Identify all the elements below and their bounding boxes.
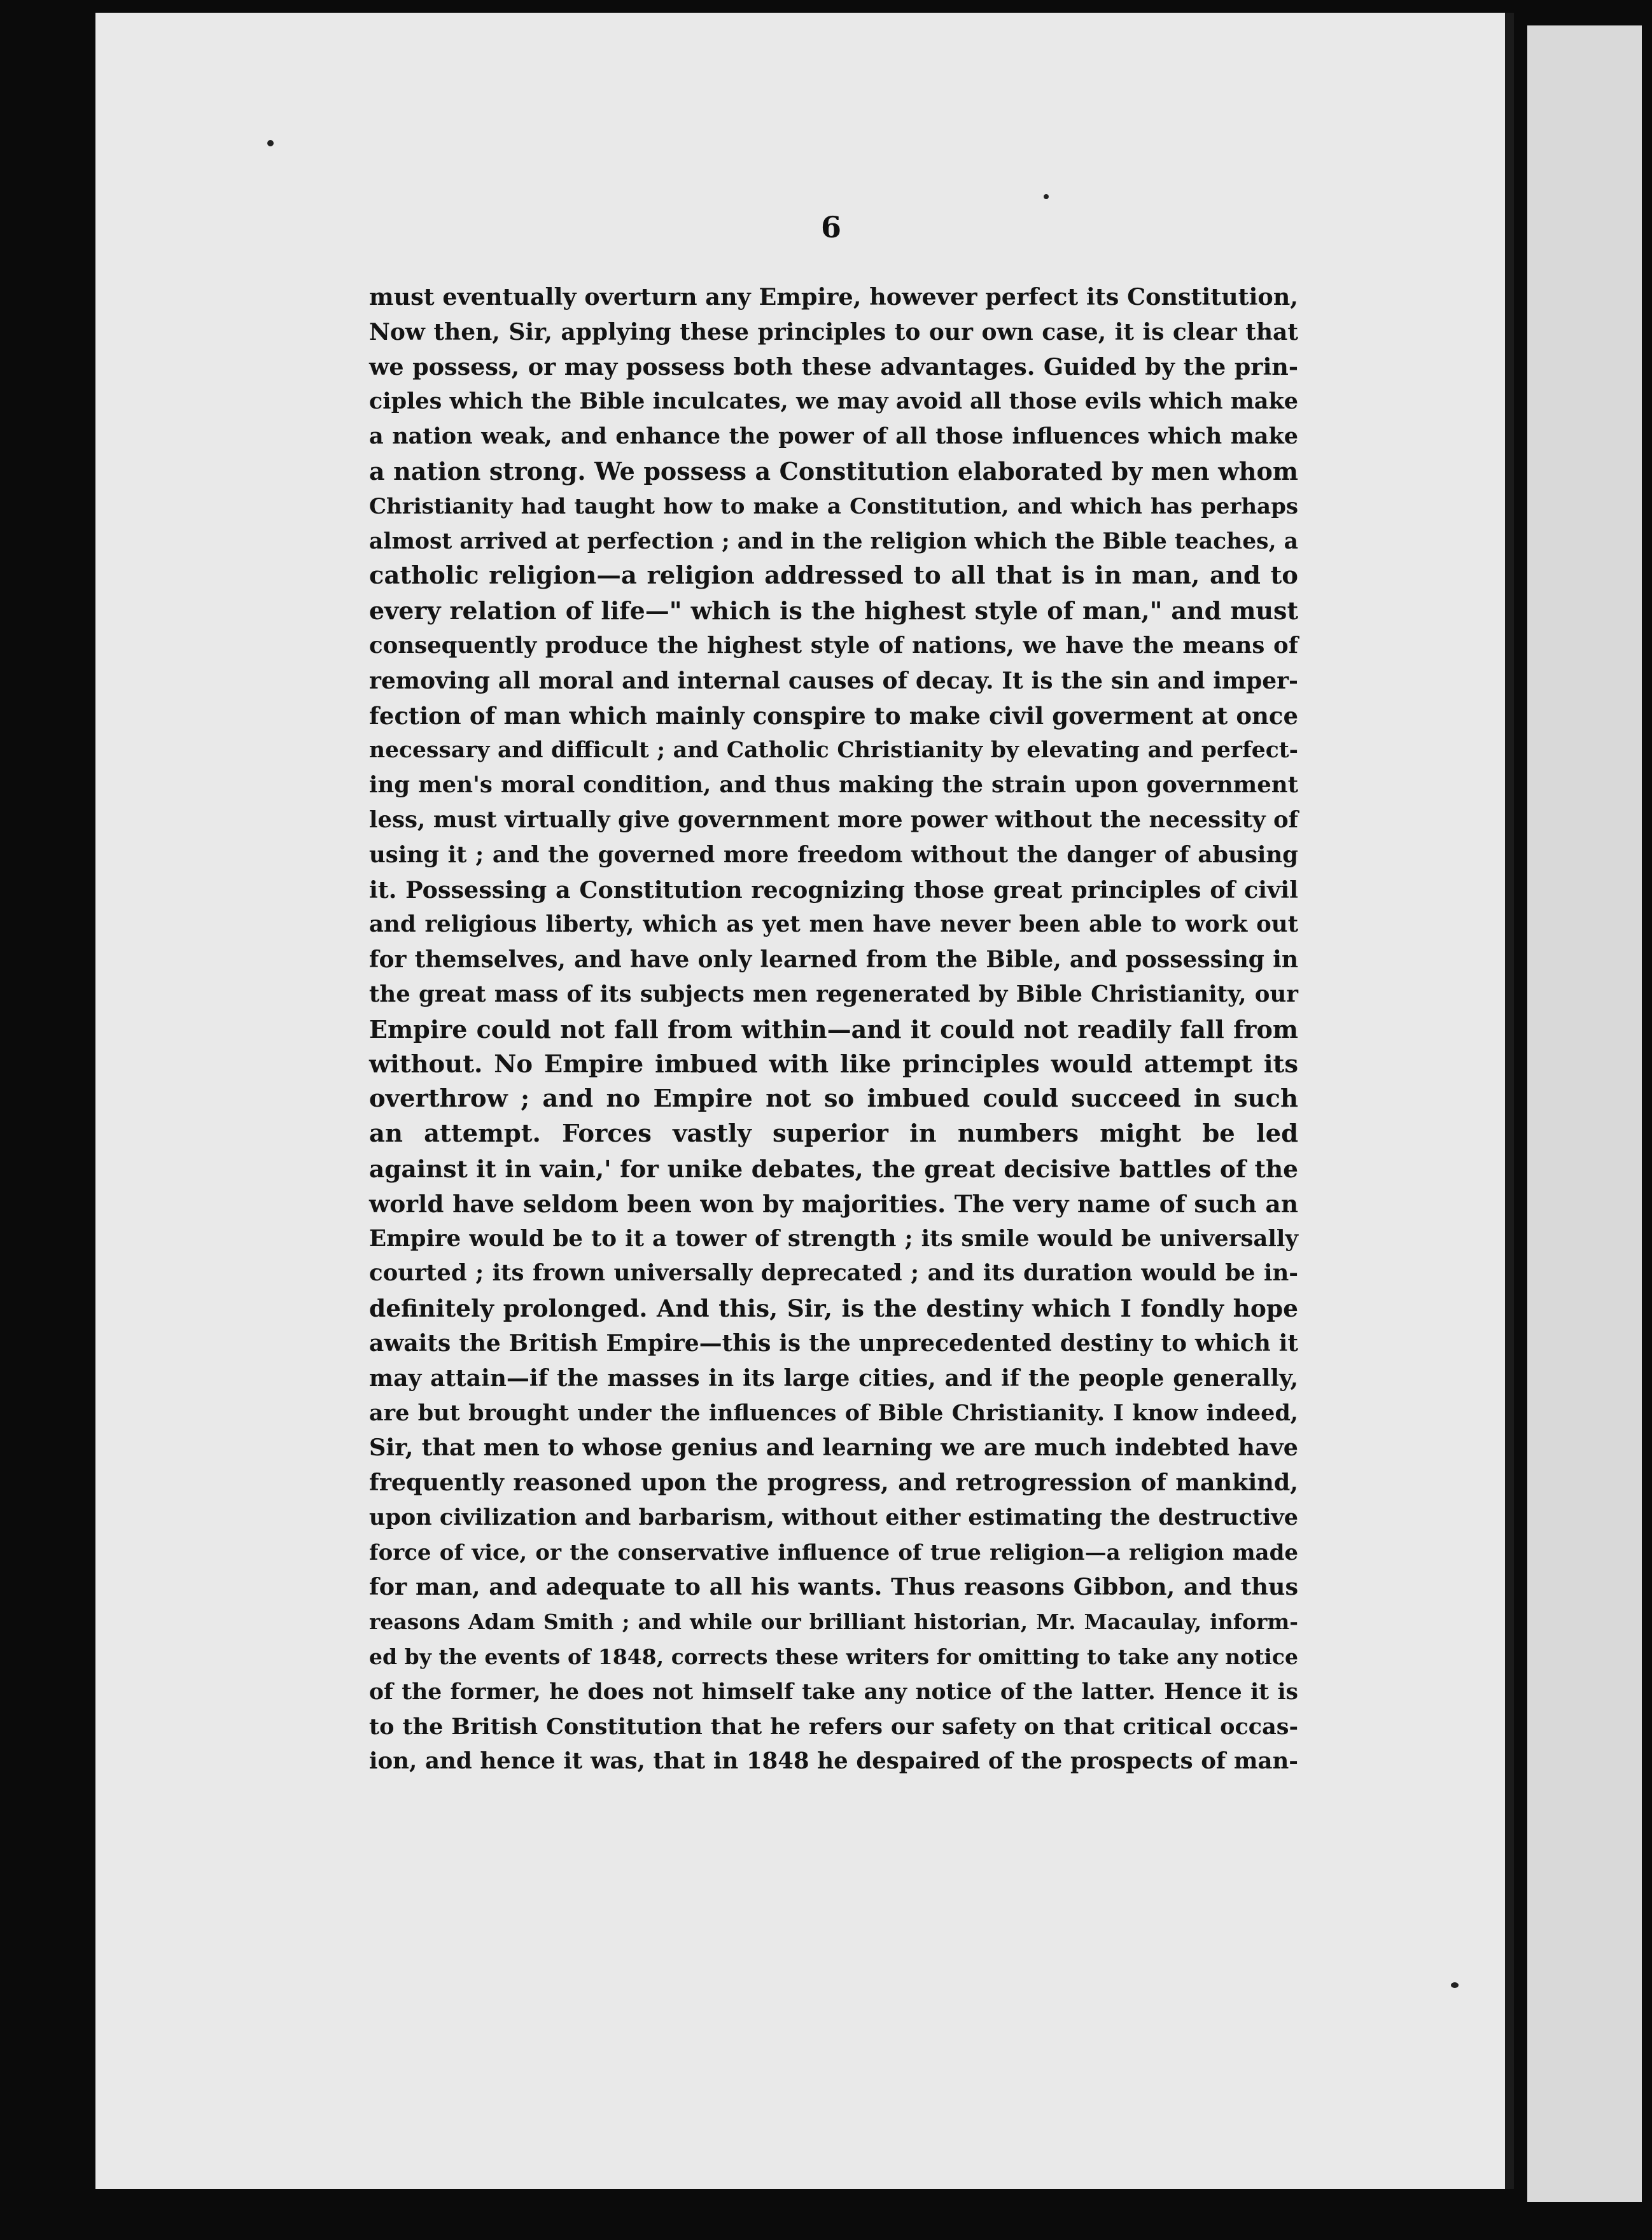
text-line: less, must virtually give government more power without the necessity of (369, 806, 1298, 833)
text-line: reasons Adam Smith ; and while our brilliant historian, Mr. Macaulay, inform- (369, 1609, 1298, 1635)
text-line: upon civilization and barbarism, without either estimating the destructive (369, 1504, 1299, 1530)
text-line: removing all moral and internal causes of decay. It is the sin and imper- (369, 667, 1298, 694)
text-line: Now then, Sir, applying these principles to our own case, it is clear that (369, 318, 1298, 346)
text-line: the great mass of its subjects men regenerated by Bible Christianity, our (369, 981, 1298, 1007)
text-line: force of vice, or the conservative influence of true religion—a religion made (369, 1539, 1298, 1565)
ink-spot (1451, 1982, 1459, 1988)
text-line: consequently produce the highest style of nations, we have the means of (369, 632, 1298, 659)
text-line: ion, and hence it was, that in 1848 he despaired of the prospects of man- (369, 1748, 1298, 1775)
text-line: we possess, or may possess both these advantages. Guided by the prin- (369, 353, 1298, 381)
text-line: and religious liberty, which as yet men have never been able to work out (369, 911, 1298, 938)
text-line: ciples which the Bible inculcates, we may avoid all those evils which make (369, 388, 1298, 415)
text-line: must eventually overturn any Empire, however perfect its Constitution, (369, 283, 1298, 311)
text-line: almost arrived at perfection ; and in the religion which the Bible teaches, a (369, 528, 1298, 554)
text-line: definitely prolonged. And this, Sir, is the destiny which I fondly hope (369, 1294, 1298, 1323)
text-line: of the former, he does not himself take any notice of the latter. Hence it is (369, 1679, 1298, 1705)
text-line: every relation of life—" which is the highest style of man," and must (369, 596, 1298, 626)
text-line: courted ; its frown universally deprecated ; and its duration would be in- (369, 1260, 1298, 1287)
text-line: Empire could not fall from within—and it could not readily fall from (369, 1014, 1298, 1044)
text-line: ing men's moral condition, and thus making the strain upon government (369, 772, 1298, 799)
text-line: an attempt. Forces vastly superior in numbers might be led (369, 1119, 1298, 1149)
text-line: it. Possessing a Constitution recognizing those great principles of civil (369, 876, 1298, 904)
text-line: catholic religion—a religion addressed to all that is in man, and to (369, 561, 1298, 591)
page-number: 6 (821, 210, 842, 244)
text-line: frequently reasoned upon the progress, and retrogression of mankind, (369, 1469, 1298, 1497)
text-line: ed by the events of 1848, corrects these writers for omitting to take any notice (369, 1644, 1298, 1670)
text-line: using it ; and the governed more freedom without the danger of abusing (369, 841, 1298, 868)
text-line: awaits the British Empire—this is the unprecedented destiny to which it (369, 1329, 1298, 1357)
adjacent-page-edge (1527, 25, 1642, 2202)
text-line: fection of man which mainly conspire to make civil goverment at once (369, 701, 1298, 730)
body-text (369, 280, 1298, 1779)
text-line: against it in vain,' for unike debates, the great decisive battles of the (369, 1154, 1298, 1183)
text-line: world have seldom been won by majorities. The very name of such an (369, 1189, 1298, 1218)
text-line: may attain—if the masses in its large cities, and if the people generally, (369, 1364, 1298, 1392)
text-line: for themselves, and have only learned from the Bible, and possessing in (369, 946, 1298, 974)
text-line: to the British Constitution that he refers our safety on that critical occas- (369, 1713, 1298, 1740)
text-line: Sir, that men to whose genius and learning we are much indebted have (369, 1434, 1298, 1462)
text-line: a nation weak, and enhance the power of all those influences which make (369, 423, 1298, 450)
text-line: a nation strong. We possess a Constitution elaborated by men whom (369, 456, 1298, 486)
text-line: Empire would be to it a tower of strength ; its smile would be universally (369, 1225, 1298, 1252)
text-line: necessary and difficult ; and Catholic Christianity by elevating and perfect- (369, 738, 1298, 764)
text-line: for man, and adequate to all his wants. Thus reasons Gibbon, and thus (369, 1573, 1298, 1601)
text-line: Christianity had taught how to make a Constitution, and which has perhaps (369, 493, 1298, 519)
text-line: without. No Empire imbued with like principles would attempt its (369, 1049, 1298, 1079)
ink-spot (1044, 194, 1049, 199)
text-line: are but brought under the influences of Bible Christianity. I know indeed, (369, 1399, 1298, 1426)
ink-spot (267, 140, 274, 146)
text-line: overthrow ; and no Empire not so imbued could succeed in such (369, 1084, 1298, 1114)
